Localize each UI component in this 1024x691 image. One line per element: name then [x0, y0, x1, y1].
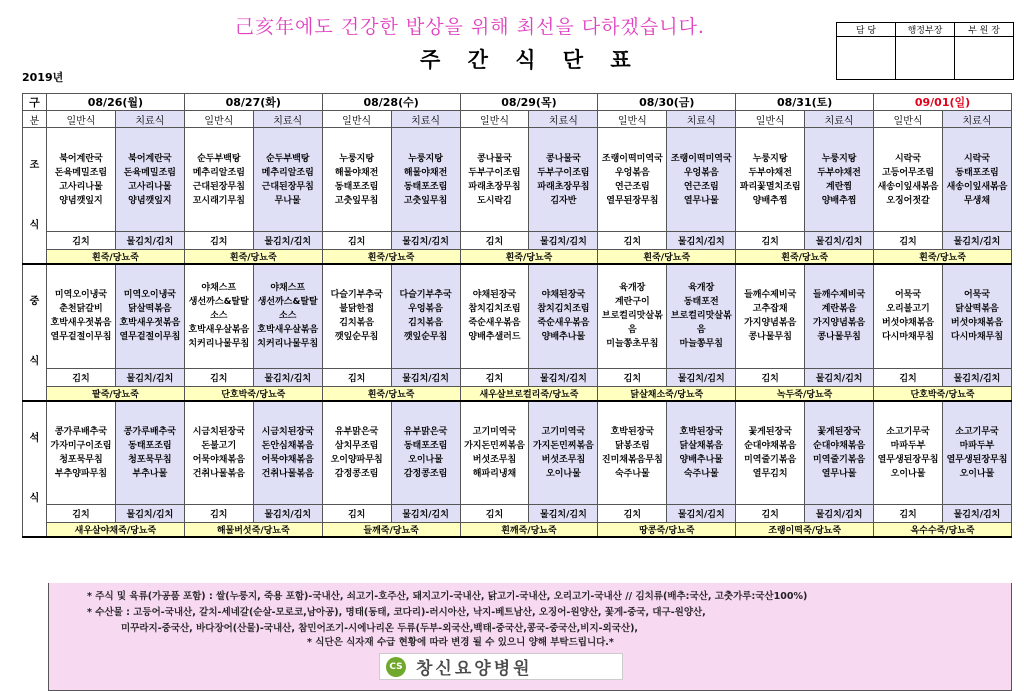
porridge-cell: 흰죽/당뇨죽: [47, 250, 185, 265]
day-header: 08/27(화): [184, 94, 322, 111]
menu-cell-general: 콩나물국 두부구이조림 파래초장무침 도시락김: [460, 128, 529, 232]
signature-cell: [896, 37, 955, 80]
page-title: 주 간 식 단 표: [420, 48, 641, 72]
menu-cell-general: 시락국 고등어무조림 새송이잎새볶음 오징어젓갈: [874, 128, 943, 232]
side-dish-therapy: 물김치/김치: [942, 368, 1011, 386]
menu-cell-therapy: 시락국 동태포조림 새송이잎새볶음 무생채: [942, 128, 1011, 232]
therapeutic-diet-header: 치료식: [253, 111, 322, 128]
porridge-row: [23, 386, 1012, 401]
side-dish-general: 김치: [598, 505, 667, 523]
side-dish-general: 김치: [874, 505, 943, 523]
header-label: 구: [23, 94, 47, 111]
porridge-cell: 조랭이떡죽/당뇨죽: [736, 523, 874, 538]
general-diet-header: 일반식: [47, 111, 116, 128]
menu-cell-therapy: 육개장 동태포전 브로컬리맛살볶 음 마늘쫑무침: [667, 264, 736, 368]
porridge-cell: 단호박죽/당뇨죽: [874, 386, 1012, 401]
porridge-cell: 해물버섯죽/당뇨죽: [184, 523, 322, 538]
menu-cell-therapy: 유부맑은국 동태포조림 오이나물 감정콩조림: [391, 401, 460, 505]
menu-cell-general: 소고기무국 마파두부 열무생된장무침 오이나물: [874, 401, 943, 505]
side-dish-general: 김치: [47, 368, 116, 386]
side-dish-therapy: 물김치/김치: [253, 505, 322, 523]
side-dish-therapy: 물김치/김치: [667, 368, 736, 386]
side-dish-general: 김치: [736, 368, 805, 386]
side-dish-general: 김치: [47, 505, 116, 523]
side-dish-therapy: 물김치/김치: [529, 232, 598, 250]
menu-cell-therapy: 꽃게된장국 순대야채볶음 미역줄기볶음 열무나물: [805, 401, 874, 505]
porridge-row: [23, 523, 1012, 538]
menu-cell-general: 육개장 계란구이 브로컬리맛살볶 음 미늘쫑초무침: [598, 264, 667, 368]
approval-label-vice-director: 부 원 장: [955, 23, 1014, 37]
side-dish-therapy: 물김치/김치: [805, 232, 874, 250]
approval-box: [836, 22, 1014, 80]
side-dish-therapy: 물김치/김치: [805, 505, 874, 523]
menu-cell-general: 순두부백탕 메추리알조림 근대된장무침 꼬시래기무침: [184, 128, 253, 232]
side-dish-general: 김치: [736, 232, 805, 250]
therapeutic-diet-header: 치료식: [805, 111, 874, 128]
porridge-cell: 들깨죽/당뇨죽: [322, 523, 460, 538]
porridge-cell: 흰죽/당뇨죽: [736, 250, 874, 265]
hospital-name: 창신요양병원: [416, 659, 533, 679]
meal-section-label: 중 식: [23, 264, 47, 401]
origin-note-seafood-cont: 미꾸라지-중국산, 바다장어(산물)-국내산, 참민어조기-시에나리온 두류(두부-외국산,백태-중국산,콩국-중국산,비지-외국산),: [121, 623, 639, 634]
side-dish-general: 김치: [184, 505, 253, 523]
meal-type-header-row: [23, 111, 1012, 128]
porridge-cell: 흰죽/당뇨죽: [322, 250, 460, 265]
therapeutic-diet-header: 치료식: [115, 111, 184, 128]
porridge-cell: 흰죽/당뇨죽: [874, 250, 1012, 265]
menu-cell-therapy: 들깨수제비국 계란볶음 가지양념볶음 콩나물무침: [805, 264, 874, 368]
side-dish-general: 김치: [184, 232, 253, 250]
year-label: 2019년: [22, 71, 64, 84]
menu-cell-therapy: 콩나물국 두부구이조림 파래초장무침 김자반: [529, 128, 598, 232]
day-header: 08/31(토): [736, 94, 874, 111]
date-header-row: [23, 94, 1012, 111]
side-dish-general: 김치: [736, 505, 805, 523]
side-dish-therapy: 물김치/김치: [529, 505, 598, 523]
menu-cell-general: 북어계란국 돈육메밀조림 고사리나물 양념깻잎지: [47, 128, 116, 232]
menu-cell-therapy: 순두부백탕 메추리알조림 근대된장무침 무나물: [253, 128, 322, 232]
side-dish-general: 김치: [47, 232, 116, 250]
porridge-cell: 단호박죽/당뇨죽: [184, 386, 322, 401]
side-dish-therapy: 물김치/김치: [115, 505, 184, 523]
side-dish-therapy: 물김치/김치: [253, 232, 322, 250]
side-dish-general: 김치: [874, 232, 943, 250]
kimchi-row: [23, 505, 1012, 523]
menu-cell-general: 콩가루배추국 가자미구이조림 청포묵무침 부추양파무침: [47, 401, 116, 505]
porridge-cell: 팥죽/당뇨죽: [47, 386, 185, 401]
porridge-cell: 옥수수죽/당뇨죽: [874, 523, 1012, 538]
porridge-cell: 닭살채소죽/당뇨죽: [598, 386, 736, 401]
general-diet-header: 일반식: [460, 111, 529, 128]
general-diet-header: 일반식: [736, 111, 805, 128]
side-dish-general: 김치: [322, 505, 391, 523]
menu-cell-general: 누룽지탕 두부야채전 꽈리꽃멸치조림 양배추찜: [736, 128, 805, 232]
approval-label-admin: 행정부장: [896, 23, 955, 37]
side-dish-therapy: 물김치/김치: [805, 368, 874, 386]
side-dish-therapy: 물김치/김치: [391, 505, 460, 523]
side-dish-general: 김치: [322, 368, 391, 386]
menu-cell-general: 미역오이냉국 춘천닭갈비 호박새우젓볶음 열무겉절이무침: [47, 264, 116, 368]
porridge-cell: 흰죽/당뇨죽: [184, 250, 322, 265]
porridge-cell: 땅콩죽/당뇨죽: [598, 523, 736, 538]
side-dish-therapy: 물김치/김치: [942, 505, 1011, 523]
side-dish-therapy: 물김치/김치: [115, 368, 184, 386]
side-dish-general: 김치: [460, 505, 529, 523]
therapeutic-diet-header: 치료식: [942, 111, 1011, 128]
side-dish-general: 김치: [874, 368, 943, 386]
menu-change-note: * 식단은 식자재 수급 현황에 따라 변경 될 수 있으니 양해 부탁드립니다.*: [307, 637, 614, 648]
signature-cell: [955, 37, 1014, 80]
kimchi-row: [23, 368, 1012, 386]
menu-cell-therapy: 콩가루배추국 동태포조림 청포묵무침 부추나물: [115, 401, 184, 505]
menu-cell-general: 누룽지탕 해물야채전 동태포조림 고춧잎무침: [322, 128, 391, 232]
menu-cell-general: 들깨수제비국 고추잡채 가지양념볶음 콩나물무침: [736, 264, 805, 368]
meal-items-row: [23, 128, 1012, 232]
menu-cell-therapy: 야채스프 생선까스&탈탈 소스 호박새우살볶음 치커리나물무침: [253, 264, 322, 368]
therapeutic-diet-header: 치료식: [529, 111, 598, 128]
side-dish-therapy: 물김치/김치: [942, 232, 1011, 250]
kimchi-row: [23, 232, 1012, 250]
menu-cell-therapy: 고기미역국 가지돈민찌볶음 버섯조무침 오이나물: [529, 401, 598, 505]
menu-cell-general: 호박된장국 닭봉조림 진미채볶음무침 숙주나물: [598, 401, 667, 505]
day-header: 09/01(일): [874, 94, 1012, 111]
meal-items-row: [23, 401, 1012, 505]
meal-items-row: [23, 264, 1012, 368]
side-dish-therapy: 물김치/김치: [667, 505, 736, 523]
menu-cell-therapy: 조랭이떡미역국 우엉볶음 연근조림 열무나물: [667, 128, 736, 232]
side-dish-therapy: 물김치/김치: [253, 368, 322, 386]
menu-cell-therapy: 어묵국 닭살떡볶음 버섯야채볶음 다시마채무침: [942, 264, 1011, 368]
porridge-cell: 흰죽/당뇨죽: [460, 250, 598, 265]
side-dish-general: 김치: [322, 232, 391, 250]
general-diet-header: 일반식: [184, 111, 253, 128]
porridge-cell: 흰죽/당뇨죽: [322, 386, 460, 401]
menu-cell-general: 조랭이떡미역국 우엉볶음 연근조림 열무된장무침: [598, 128, 667, 232]
menu-cell-therapy: 다슬기부추국 우엉볶음 김치볶음 깻잎순무침: [391, 264, 460, 368]
menu-cell-therapy: 소고기무국 마파두부 열무생된장무침 오이나물: [942, 401, 1011, 505]
menu-cell-therapy: 야채된장국 참치김치조림 죽순새우볶음 양배추나물: [529, 264, 598, 368]
side-dish-therapy: 물김치/김치: [391, 368, 460, 386]
side-dish-therapy: 물김치/김치: [391, 232, 460, 250]
slogan: 己亥年에도 건강한 밥상을 위해 최선을 다하겠습니다.: [235, 16, 705, 38]
header-label: 분: [23, 111, 47, 128]
footer-notes: [48, 583, 1012, 691]
origin-note-meat: * 주식 및 육류(가공품 포함) : 쌀(누룽지, 죽용 포함)-국내산, 쇠고기-호주산, 돼지고기-국내산, 닭고기-국내산, 오리고기-국내산 // 김치류(배추:국산, 고춧가루:국산100%): [87, 591, 808, 602]
menu-cell-general: 다슬기부추국 불닭한접 김치볶음 깻잎순무침: [322, 264, 391, 368]
side-dish-general: 김치: [598, 232, 667, 250]
side-dish-therapy: 물김치/김치: [115, 232, 184, 250]
porridge-cell: 새우살브로컬리죽/당뇨죽: [460, 386, 598, 401]
menu-cell-therapy: 시금치된장국 돈안심채볶음 어묵야채볶음 건취나물볶음: [253, 401, 322, 505]
meal-section-label: 석 식: [23, 401, 47, 538]
general-diet-header: 일반식: [598, 111, 667, 128]
menu-cell-general: 고기미역국 가지돈민찌볶음 버섯조무침 해파리냉채: [460, 401, 529, 505]
menu-cell-general: 어묵국 오리불고기 버섯야채볶음 다시마채무침: [874, 264, 943, 368]
day-header: 08/29(목): [460, 94, 598, 111]
day-header: 08/30(금): [598, 94, 736, 111]
approval-label-manager: 담 당: [837, 23, 896, 37]
general-diet-header: 일반식: [322, 111, 391, 128]
porridge-cell: 흰죽/당뇨죽: [598, 250, 736, 265]
porridge-cell: 새우살야채죽/당뇨죽: [47, 523, 185, 538]
hospital-emblem-icon: CS: [386, 657, 406, 677]
menu-cell-therapy: 누룽지탕 두부야채전 계란찜 양배추찜: [805, 128, 874, 232]
menu-cell-therapy: 미역오이냉국 닭살떡볶음 호박새우젓볶음 열무겉절이무침: [115, 264, 184, 368]
hospital-logo: [379, 653, 623, 680]
side-dish-general: 김치: [184, 368, 253, 386]
signature-cell: [837, 37, 896, 80]
porridge-row: [23, 250, 1012, 265]
general-diet-header: 일반식: [874, 111, 943, 128]
side-dish-general: 김치: [460, 368, 529, 386]
origin-note-seafood: * 수산물 : 고등어-국내산, 갈치-세네갈(순살-모로코,남아공), 명태(동태, 코다리)-러시아산, 낙지-베트남산, 오징어-원양산, 꽃게-중국, 대구-원양산,: [87, 607, 706, 618]
porridge-cell: 흰깨죽/당뇨죽: [460, 523, 598, 538]
menu-cell-general: 야채된장국 참치김치조림 죽순새우볶음 양배추샐러드: [460, 264, 529, 368]
therapeutic-diet-header: 치료식: [391, 111, 460, 128]
menu-cell-general: 시금치된장국 돈불고기 어묵야채볶음 건취나물볶음: [184, 401, 253, 505]
weekly-menu-table: [22, 93, 1012, 538]
side-dish-general: 김치: [598, 368, 667, 386]
meal-section-label: 조 식: [23, 128, 47, 265]
menu-cell-general: 야채스프 생선까스&탈탈 소스 호박새우살볶음 치커리나물무침: [184, 264, 253, 368]
menu-cell-therapy: 호박된장국 닭살채볶음 양배추나물 숙주나물: [667, 401, 736, 505]
side-dish-general: 김치: [460, 232, 529, 250]
therapeutic-diet-header: 치료식: [667, 111, 736, 128]
menu-cell-general: 꽃게된장국 순대야채볶음 미역줄기볶음 열무김치: [736, 401, 805, 505]
menu-cell-therapy: 북어계란국 돈육메밀조림 고사리나물 양념깻잎지: [115, 128, 184, 232]
menu-cell-general: 유부맑은국 삼치무조림 오이양파무침 감정콩조림: [322, 401, 391, 505]
day-header: 08/26(월): [47, 94, 185, 111]
day-header: 08/28(수): [322, 94, 460, 111]
menu-cell-therapy: 누룽지탕 해물야채전 동태포조림 고춧잎무침: [391, 128, 460, 232]
side-dish-therapy: 물김치/김치: [667, 232, 736, 250]
porridge-cell: 녹두죽/당뇨죽: [736, 386, 874, 401]
side-dish-therapy: 물김치/김치: [529, 368, 598, 386]
